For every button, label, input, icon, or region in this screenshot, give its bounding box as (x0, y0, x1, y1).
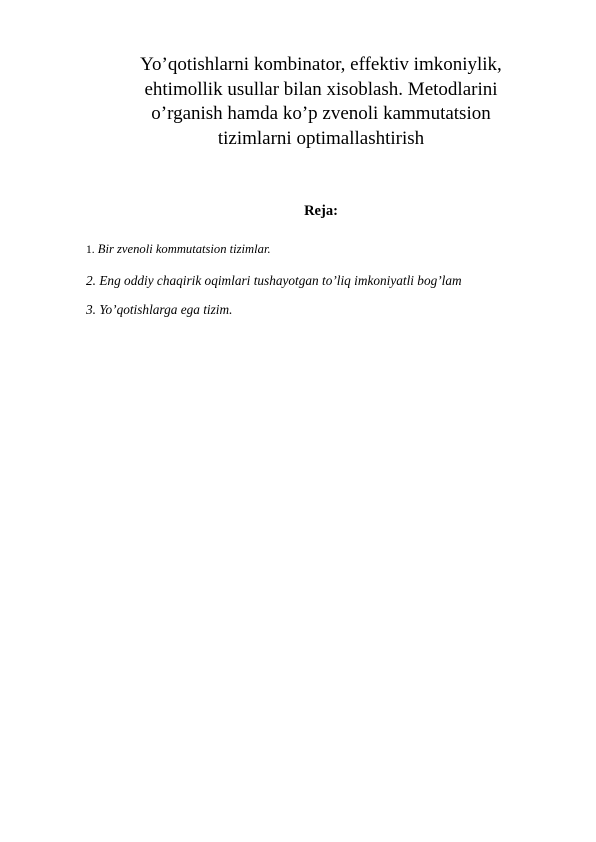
title-line-4: tizimlarni optimallashtirish (217, 127, 425, 149)
plan-item-number: 1. (86, 244, 95, 256)
plan-item-number: 3. (86, 302, 96, 317)
title-line-3: o’rganish hamda ko’p zvenoli kammutatsion (151, 103, 491, 124)
plan-item-2 (86, 274, 462, 288)
plan-list (86, 242, 462, 317)
plan-item-3 (86, 303, 462, 317)
plan-item-text: Bir zvenoli kommutatsion tizimlar. (97, 242, 271, 256)
plan-heading: Reja: (304, 203, 338, 219)
title-line-1: Yo’qotishlarni kombinator, effektiv imkoniylik, (140, 54, 502, 75)
plan-item-text: Eng oddiy chaqirik oqimlari tushayotgan to’liq imkoniyatli bog’lam (99, 273, 462, 288)
plan-item-text: Yo’qotishlarga ega tizim. (99, 302, 233, 317)
plan-item-number: 2. (86, 273, 96, 288)
document-title (96, 53, 546, 151)
plan-item-1 (86, 242, 462, 257)
title-line-2: ehtimollik usullar bilan xisoblash. Metodlarini (144, 78, 498, 100)
